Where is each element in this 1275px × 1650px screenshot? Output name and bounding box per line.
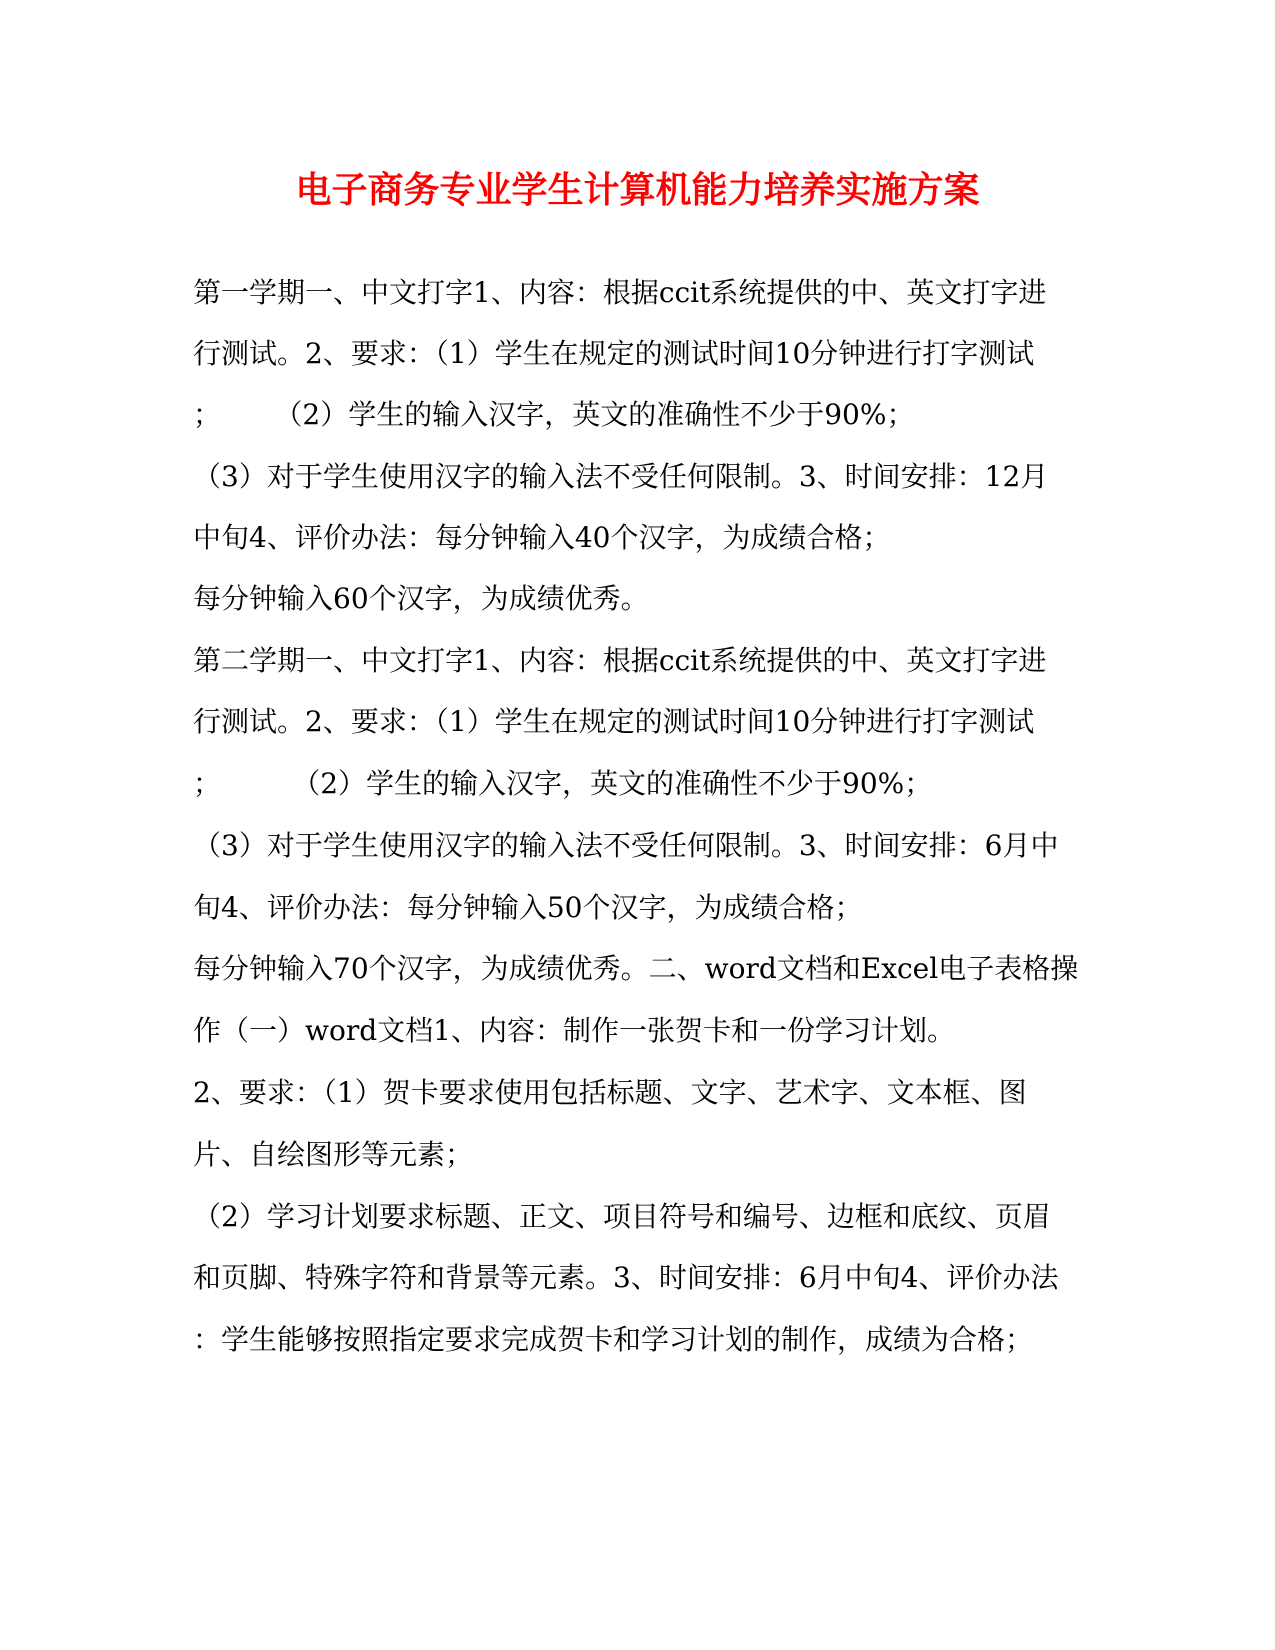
paragraph-line: 第一学期一、中文打字1、内容：根据ccit系统提供的中、英文打字进: [193, 276, 1047, 309]
paragraph-line: 行测试。2、要求：（1）学生在规定的测试时间10分钟进行打字测试: [193, 337, 1035, 370]
paragraph-line: 行测试。2、要求：（1）学生在规定的测试时间10分钟进行打字测试: [193, 705, 1035, 738]
paragraph-line: 和页脚、特殊字符和背景等元素。3、时间安排：6月中旬4、评价办法: [193, 1261, 1059, 1294]
paragraph-line: 片、自绘图形等元素；: [193, 1138, 474, 1171]
document-title: 电子商务专业学生计算机能力培养实施方案: [295, 169, 980, 211]
paragraph-line: 每分钟输入70个汉字，为成绩优秀。二、word文档和Excel电子表格操: [193, 952, 1079, 985]
paragraph-line: 每分钟输入60个汉字，为成绩优秀。: [193, 582, 649, 615]
paragraph-line: ：学生能够按照指定要求完成贺卡和学习计划的制作，成绩为合格；: [193, 1323, 1034, 1356]
paragraph-line: 第二学期一、中文打字1、内容：根据ccit系统提供的中、英文打字进: [193, 644, 1047, 677]
paragraph-line: 中旬4、评价办法：每分钟输入40个汉字，为成绩合格；: [193, 521, 891, 554]
paragraph-line: ； （2）学生的输入汉字，英文的准确性不少于90%；: [193, 398, 915, 431]
paragraph-line: （2）学习计划要求标题、正文、项目符号和编号、边框和底纹、页眉: [193, 1200, 1051, 1233]
paragraph-line: 2、要求：（1）贺卡要求使用包括标题、文字、艺术字、文本框、图: [193, 1076, 1027, 1109]
paragraph-line: （3）对于学生使用汉字的输入法不受任何限制。3、时间安排：6月中: [193, 829, 1059, 862]
paragraph-line: ； （2）学生的输入汉字，英文的准确性不少于90%；: [193, 767, 933, 800]
paragraph-line: （3）对于学生使用汉字的输入法不受任何限制。3、时间安排：12月: [193, 460, 1049, 493]
paragraph-line: 作（一）word文档1、内容：制作一张贺卡和一份学习计划。: [193, 1014, 955, 1047]
paragraph-line: 旬4、评价办法：每分钟输入50个汉字，为成绩合格；: [193, 891, 863, 924]
